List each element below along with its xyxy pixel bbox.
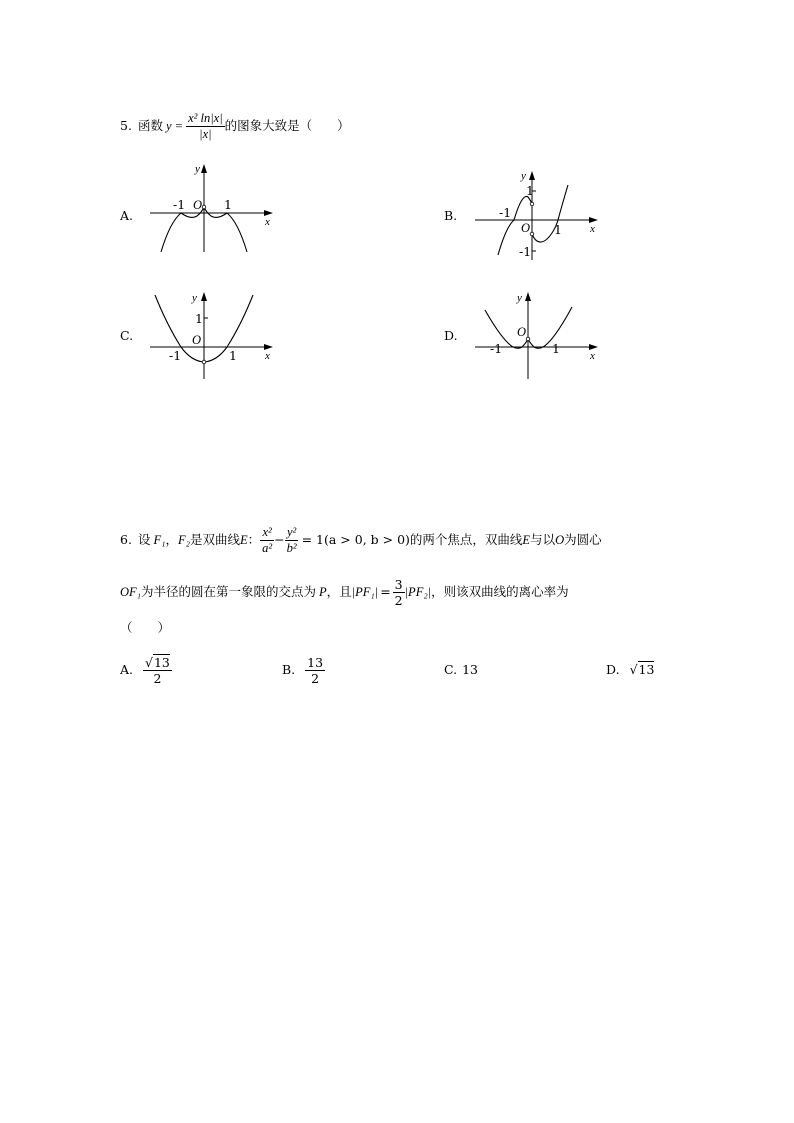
q5-a-origin-label: O — [193, 198, 203, 212]
q5-b-tick-neg-one-x: -1 — [499, 205, 512, 220]
q6-o: O — [555, 533, 565, 547]
q5-graph-a-svg — [145, 160, 285, 260]
q5-option-a-label[interactable]: A. — [120, 208, 134, 223]
q5-a-tick-neg-one: -1 — [173, 197, 186, 212]
q6-text-foci: 的两个焦点，双曲线 — [409, 532, 523, 547]
q5-a-y-label: y — [195, 163, 200, 175]
q6-x-fraction — [260, 525, 274, 556]
q6-number: 6. — [120, 532, 132, 547]
q5-b-y-label: y — [521, 170, 526, 182]
q6-f1: F₁ — [153, 533, 166, 547]
q6-text-set: 设 — [137, 532, 151, 547]
q5-c-tick-neg-one: -1 — [169, 348, 182, 363]
q5-c-tick-one: 1 — [229, 348, 237, 363]
q6-option-d-radicand: 13 — [638, 662, 655, 677]
q6-pf1: |PF₁| — [351, 585, 379, 599]
q6-option-c-value: 13 — [462, 662, 478, 677]
q6-text-radius: 为半径的圆在第一象限的交点为 — [141, 584, 317, 599]
q6-option-a-radicand: 13 — [153, 654, 170, 670]
q6-text-hyperbola: 是双曲线 — [189, 532, 240, 547]
q5-d-x-label: x — [590, 350, 595, 362]
q5-graph-d[interactable] — [470, 285, 610, 385]
q6-option-b[interactable] — [282, 650, 325, 690]
q6-y-fraction — [285, 525, 299, 556]
q6-comma: ， — [165, 532, 178, 547]
q6-minus: − — [274, 532, 285, 547]
q5-number: 5. — [120, 118, 132, 133]
q6-text-center: 为圆心 — [564, 532, 602, 547]
q5-b-tick-one-y: 1 — [526, 183, 534, 198]
q6-option-b-denominator: 2 — [311, 670, 320, 686]
q6-equals: = — [380, 584, 391, 599]
q6-e: E — [239, 533, 248, 547]
q6-option-a[interactable] — [120, 650, 172, 690]
q5-func-lhs: y = — [165, 119, 184, 133]
q5-graph-b[interactable] — [470, 165, 610, 265]
q5-graph-c[interactable] — [145, 285, 285, 385]
q6-ratio-numerator: 3 — [394, 576, 403, 592]
q6-equation-rhs: = 1(a > 0, b > 0) — [301, 532, 410, 547]
q6-text-eccentricity: ，则该双曲线的离心率为 — [431, 584, 569, 599]
q6-option-c-label: C. — [444, 662, 458, 677]
q5-d-tick-neg-one: -1 — [490, 341, 503, 356]
q6-f2: F₂ — [177, 533, 190, 547]
q6-line-2 — [120, 572, 569, 612]
q5-a-x-label: x — [265, 216, 270, 228]
q5-suffix: 的图象大致是（ ） — [224, 118, 350, 133]
q6-y-numerator: y² — [286, 524, 297, 539]
q6-option-b-label: B. — [282, 662, 296, 677]
q6-option-c[interactable] — [444, 650, 478, 690]
q6-of1: OF₁ — [120, 585, 142, 599]
q5-graph-d-svg — [470, 285, 610, 385]
q6-x-numerator: x² — [262, 524, 272, 539]
q6-x-denominator: a² — [262, 540, 273, 555]
q6-option-b-fraction — [305, 655, 325, 686]
q6-text-and: ，且 — [326, 584, 352, 599]
q5-c-x-label: x — [265, 350, 270, 362]
q5-b-origin-label: O — [521, 221, 531, 235]
q5-graph-c-svg — [145, 285, 285, 385]
q6-option-a-numerator: √13 — [145, 654, 170, 670]
q5-b-x-label: x — [590, 223, 595, 235]
q6-ratio-denominator: 2 — [394, 592, 403, 608]
q6-text-with: 与以 — [530, 532, 556, 547]
q5-prefix: 函数 — [137, 118, 163, 133]
q6-pf2: |PF₂| — [404, 585, 432, 599]
q6-option-a-denominator: 2 — [153, 670, 162, 686]
q6-option-d-label: D. — [606, 662, 620, 677]
q5-c-origin-label: O — [192, 333, 202, 347]
q5-option-c-label[interactable]: C. — [120, 328, 134, 343]
q5-graph-a[interactable] — [145, 160, 285, 260]
q6-p: P — [319, 585, 327, 599]
q6-ratio-fraction — [393, 577, 405, 608]
q5-b-tick-one-x: 1 — [554, 222, 562, 237]
q6-option-a-fraction — [143, 655, 172, 686]
q6-e2: E — [522, 533, 531, 547]
q5-graph-b-svg — [470, 165, 610, 265]
q5-b-tick-neg-one-y: -1 — [519, 244, 532, 259]
q5-c-tick-one-y: 1 — [195, 311, 203, 326]
q6-y-denominator: b² — [286, 540, 297, 555]
q5-d-y-label: y — [517, 292, 522, 304]
q5-func-numerator: x² ln|x| — [188, 110, 223, 125]
q5-function-fraction — [186, 111, 225, 142]
q5-c-y-label: y — [192, 292, 197, 304]
q5-option-b-label[interactable]: B. — [444, 208, 458, 223]
q6-line-1 — [120, 520, 602, 560]
q5-d-origin-label: O — [517, 325, 527, 339]
q5-stem — [120, 106, 350, 146]
q6-option-d-sqrt: √13 — [629, 662, 655, 677]
q5-d-tick-one: 1 — [552, 341, 560, 356]
q5-func-denominator: |x| — [199, 126, 212, 141]
q6-option-b-numerator: 13 — [307, 654, 324, 670]
q5-option-d-label[interactable]: D. — [444, 328, 458, 343]
q6-answer-paren: （ ） — [120, 620, 171, 635]
q6-option-d[interactable] — [606, 650, 654, 690]
q5-a-tick-one: 1 — [224, 197, 232, 212]
q6-colon: ： — [247, 532, 261, 547]
q6-option-a-label: A. — [120, 662, 134, 677]
